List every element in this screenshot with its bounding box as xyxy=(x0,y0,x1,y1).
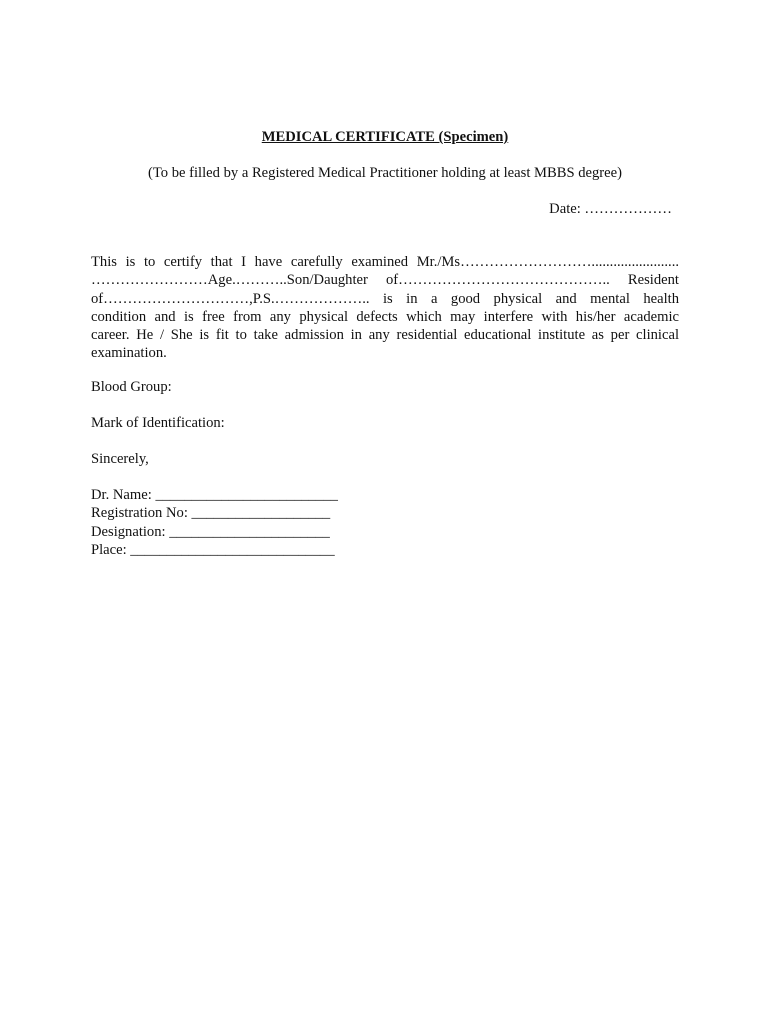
signature-block xyxy=(91,486,338,559)
place-field: Place: ____________________________ xyxy=(91,541,335,558)
paragraph-line: This is to certify that I have carefully examined Mr./Ms………………………........................ xyxy=(91,254,679,270)
closing-text: Sincerely, xyxy=(91,451,149,467)
paragraph-line: career. He / She is fit to take admission in any residential educational institute as per clinical xyxy=(91,327,679,344)
paragraph-line: condition and is free from any physical defects which may interfere with his/her academic xyxy=(91,308,679,325)
doctor-name-field: Dr. Name: _________________________ xyxy=(91,487,338,503)
document-subtitle: (To be filled by a Registered Medical Practitioner holding at least MBBS degree) xyxy=(148,165,622,181)
registration-number-field: Registration No: ___________________ xyxy=(91,505,331,522)
paragraph-line: examination. xyxy=(91,345,167,362)
mark-of-identification-label: Mark of Identification: xyxy=(91,415,225,431)
designation-field: Designation: ______________________ xyxy=(91,523,330,540)
blood-group-label: Blood Group: xyxy=(91,379,172,395)
paragraph-line: of…………………………,P.S.……………….. is in a good physical and mental health xyxy=(91,290,679,307)
document-title: MEDICAL CERTIFICATE (Specimen) xyxy=(261,129,509,145)
date-line: Date: ……………… xyxy=(549,201,672,217)
paragraph-line: ……………………Age.………..Son/Daughter of…………………………………….. Resident xyxy=(91,272,679,289)
certification-paragraph xyxy=(91,253,679,363)
